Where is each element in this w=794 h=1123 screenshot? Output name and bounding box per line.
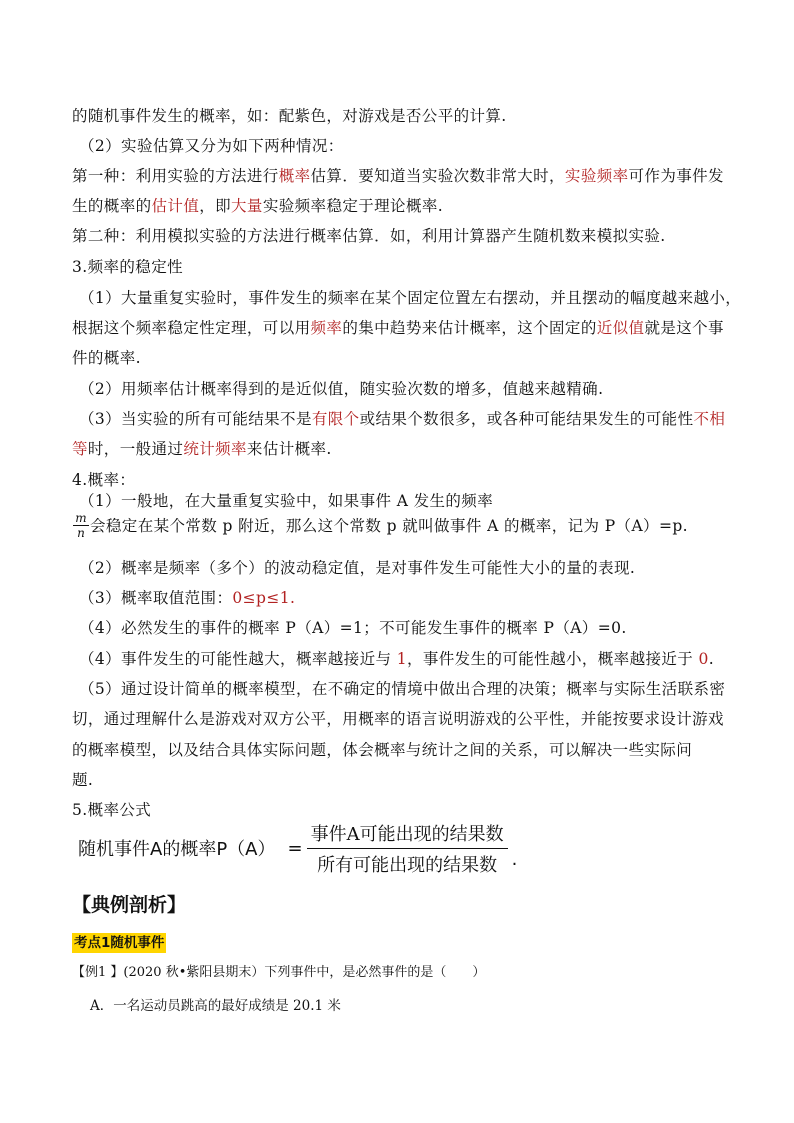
- text-line: 根据这个频率稳定性定理，可以用频率的集中趋势来估计概率，这个固定的近似值就是这个事: [72, 319, 724, 337]
- text-line: 会稳定在某个常数 p 附近，那么这个常数 p 就叫做事件 A 的概率，记为 P（A）=p.: [90, 517, 688, 535]
- text-line: （2）概率是频率（多个）的波动稳定值，是对事件发生可能性大小的量的表现.: [79, 559, 636, 577]
- fraction-m-over-n: [73, 512, 89, 539]
- fraction-denominator: n: [77, 526, 85, 540]
- text-line: 切，通过理解什么是游戏对双方公平，用概率的语言说明游戏的公平性，并能按要求设计游戏: [72, 710, 724, 728]
- text-line: （2）用频率估计概率得到的是近似值，随实验次数的增多，值越来越精确.: [79, 380, 604, 398]
- option-a: A．一名运动员跳高的最好成绩是 20.1 米: [90, 998, 341, 1014]
- text-line: （4）事件发生的可能性越大，概率越接近与 1，事件发生的可能性越小，概率越接近于 0.: [79, 650, 715, 668]
- text-line: 生的概率的估计值，即大量实验频率稳定于理论概率.: [72, 197, 444, 215]
- text-line: （3）概率取值范围：0≤p≤1.: [79, 589, 296, 607]
- text-line: 等时，一般通过统计频率来估计概率.: [72, 440, 332, 458]
- text-line: 第一种：利用实验的方法进行概率估算．要知道当实验次数非常大时，实验频率可作为事件发: [72, 167, 724, 185]
- probability-formula: [78, 820, 517, 876]
- text-line: 件的概率.: [72, 349, 141, 367]
- formula-lhs: 随机事件A的概率P（A）: [78, 839, 276, 860]
- text-line: （4）必然发生的事件的概率 P（A）=1；不可能发生事件的概率 P（A）=0.: [79, 619, 627, 637]
- formula-denominator: 所有可能出现的结果数: [317, 854, 498, 876]
- text-line: （2）实验估算又分为如下两种情况：: [79, 137, 344, 155]
- text-line: （5）通过设计简单的概率模型，在不确定的情境中做出合理的决策；概率与实际生活联系密: [79, 680, 726, 698]
- text-line: 第二种：利用模拟实验的方法进行概率估算．如，利用计算器产生随机数来模拟实验.: [72, 227, 666, 245]
- section-title: 【典例剖析】: [72, 894, 187, 916]
- example-question: 【例1 】(2020 秋•紫阳县期末）下列事件中，是必然事件的是（ ）: [72, 965, 486, 980]
- formula-fraction: [307, 820, 508, 877]
- formula-numerator: 事件A可能出现的结果数: [307, 820, 508, 849]
- topic-tag: 考点1随机事件: [74, 935, 165, 951]
- text-line: 的概率模型，以及结合具体实际问题，体会概率与统计之间的关系，可以解决一些实际问: [72, 741, 693, 759]
- fraction-numerator: m: [75, 511, 87, 525]
- formula-end: .: [511, 849, 518, 870]
- text-line: 的随机事件发生的概率，如：配紫色，对游戏是否公平的计算.: [72, 107, 507, 125]
- heading-probability-formula: 5.概率公式: [72, 801, 152, 819]
- formula-equals: =: [287, 837, 303, 859]
- heading-frequency-stability: 3.频率的稳定性: [72, 258, 183, 276]
- text-line: （1）大量重复实验时，事件发生的频率在某个固定位置左右摆动，并且摆动的幅度越来越小，: [79, 289, 742, 307]
- text-line: （3）当实验的所有可能结果不是有限个或结果个数很多，或各种可能结果发生的可能性不相: [79, 410, 726, 428]
- text-line: 题.: [72, 771, 94, 789]
- text-line: （1）一般地，在大量重复实验中，如果事件 A 发生的频率: [79, 492, 494, 510]
- heading-probability: 4.概率：: [72, 471, 136, 489]
